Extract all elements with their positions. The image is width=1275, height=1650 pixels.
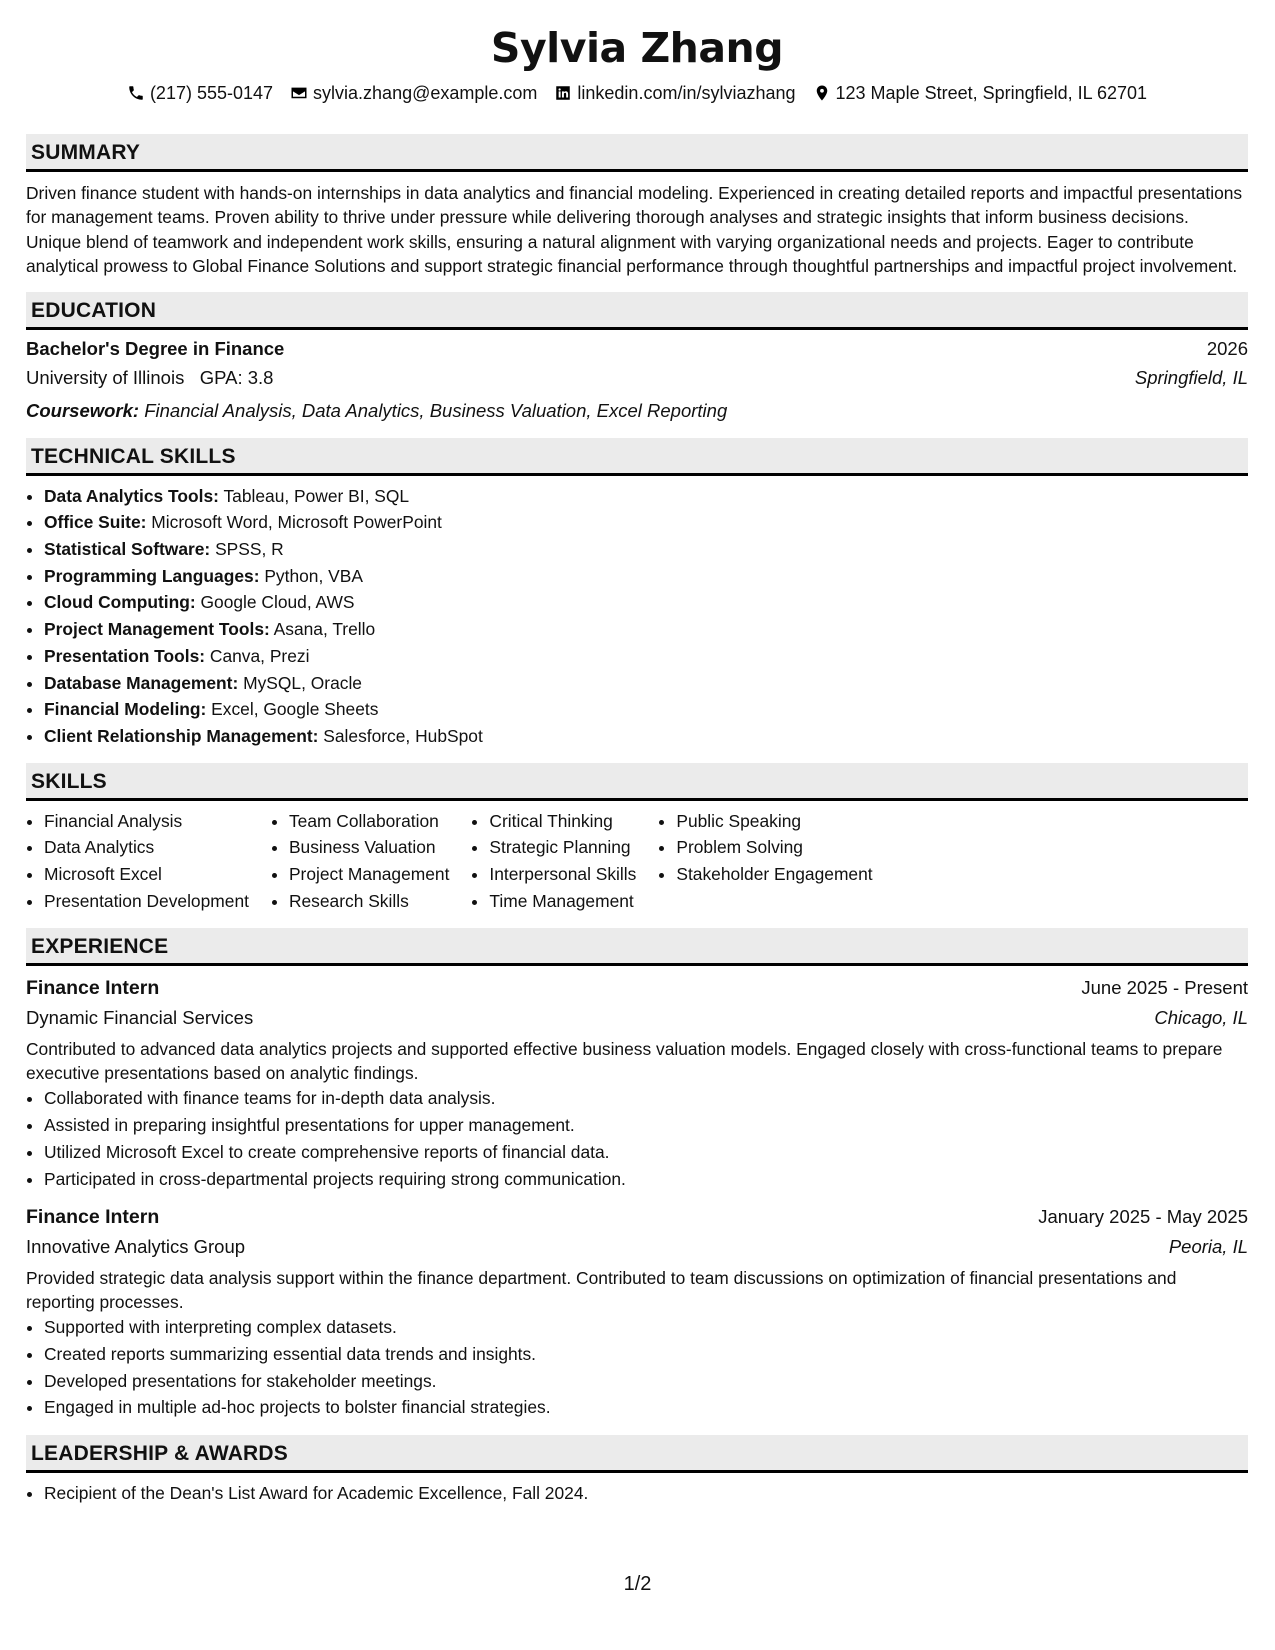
list-item: • Recipient of the Dean's List Award for Academic Excellence, Fall 2024. <box>44 1480 1248 1507</box>
job-role: Finance Intern <box>26 1206 160 1229</box>
list-item: • Supported with interpreting complex datasets. <box>44 1314 1248 1341</box>
skills-section <box>26 763 1248 915</box>
email-link[interactable]: sylvia.zhang@example.com <box>313 82 538 103</box>
list-item: • Business Valuation <box>289 834 449 861</box>
skill-category: Database Management: <box>44 672 239 693</box>
job-dates: June 2025 - Present <box>1081 977 1248 999</box>
technical-skills-heading: TECHNICAL SKILLS <box>26 438 1248 476</box>
list-item: • Collaborated with finance teams for in-depth data analysis. <box>44 1085 1248 1112</box>
skills-heading: SKILLS <box>26 763 1248 801</box>
list-item: • Data Analytics <box>44 834 249 861</box>
graduation-year: 2026 <box>1206 337 1248 359</box>
list-item: • Participated in cross-departmental projects requiring strong communication. <box>44 1166 1248 1193</box>
technical-skills-section <box>26 438 1248 750</box>
envelope-icon <box>290 84 308 102</box>
skill-values: Asana, Trello <box>273 619 376 640</box>
summary-heading: SUMMARY <box>26 134 1248 172</box>
experience-section <box>26 928 1248 1421</box>
skill-category: Office Suite: <box>44 512 147 533</box>
job-bullets <box>26 1085 1248 1192</box>
phone-text: (217) 555-0147 <box>149 82 274 103</box>
skill-category: Presentation Tools: <box>44 645 206 666</box>
skill-values: Python, VBA <box>264 565 363 586</box>
skills-column-2 <box>271 808 449 915</box>
summary-section <box>26 134 1248 279</box>
linkedin-icon <box>554 84 572 102</box>
education-school-row <box>26 367 1248 396</box>
list-item: • Critical Thinking <box>489 808 636 835</box>
list-item: • Interpersonal Skills <box>489 861 636 888</box>
skill-category: Financial Modeling: <box>44 699 207 720</box>
coursework-label: Coursework: <box>26 399 140 421</box>
job-entry-1 <box>26 972 1248 1192</box>
job-title-row <box>26 1201 1248 1232</box>
contact-phone <box>127 83 273 104</box>
list-item: • Problem Solving <box>676 834 872 861</box>
experience-heading: EXPERIENCE <box>26 928 1248 966</box>
skill-values: SPSS, R <box>215 539 284 560</box>
contact-linkedin[interactable] <box>554 83 795 104</box>
job-location: Peoria, IL <box>1168 1236 1248 1258</box>
resume-page <box>26 0 1248 1507</box>
job-bullets <box>26 1314 1248 1421</box>
school-name: University of Illinois <box>26 366 185 388</box>
phone-icon <box>127 84 145 102</box>
skill-values: Excel, Google Sheets <box>211 699 379 720</box>
skill-values: Google Cloud, AWS <box>200 592 355 613</box>
list-item <box>44 643 1248 670</box>
list-item: • Microsoft Excel <box>44 861 249 888</box>
contact-email[interactable] <box>290 83 537 104</box>
list-item <box>44 616 1248 643</box>
list-item: • Developed presentations for stakeholder meetings. <box>44 1368 1248 1395</box>
list-item: • Financial Analysis <box>44 808 249 835</box>
skill-values: Canva, Prezi <box>209 645 310 666</box>
list-item <box>44 563 1248 590</box>
page-number: 1/2 <box>623 1573 652 1595</box>
skill-category: Cloud Computing: <box>44 592 196 613</box>
list-item: • Public Speaking <box>676 808 872 835</box>
coursework-list: Financial Analysis, Data Analytics, Business Valuation, Excel Reporting <box>144 399 728 421</box>
job-title-row <box>26 972 1248 1003</box>
job-role: Finance Intern <box>26 977 160 1000</box>
skill-values: MySQL, Oracle <box>243 672 362 693</box>
list-item <box>44 536 1248 563</box>
contact-bar <box>26 80 1248 106</box>
address-text: 123 Maple Street, Springfield, IL 62701 <box>835 82 1148 103</box>
list-item: • Assisted in preparing insightful presentations for upper management. <box>44 1112 1248 1139</box>
education-heading: EDUCATION <box>26 292 1248 330</box>
coursework-row <box>26 396 1248 426</box>
skills-column-1 <box>26 808 249 915</box>
skill-category: Data Analytics Tools: <box>44 485 219 506</box>
gpa: GPA: 3.8 <box>199 366 274 388</box>
education-degree-row <box>26 338 1248 367</box>
map-pin-icon <box>813 84 831 102</box>
skills-column-3 <box>471 808 636 915</box>
list-item: • Project Management <box>289 861 449 888</box>
list-item: • Stakeholder Engagement <box>676 861 872 888</box>
school-info <box>26 367 273 389</box>
job-description: Contributed to advanced data analytics projects and supported effective business valuation models. Engaged closely with cross-functional teams to prepare executive presentations based on analytic findings. <box>26 1039 1223 1083</box>
list-item <box>44 696 1248 723</box>
list-item <box>44 670 1248 697</box>
skill-category: Project Management Tools: <box>44 619 270 640</box>
leadership-section <box>26 1435 1248 1507</box>
job-company: Dynamic Financial Services <box>26 1007 254 1029</box>
skill-category: Client Relationship Management: <box>44 725 319 746</box>
leadership-list <box>26 1480 1248 1507</box>
candidate-name: Sylvia Zhang <box>490 24 784 72</box>
list-item: • Created reports summarizing essential data trends and insights. <box>44 1341 1248 1368</box>
job-entry-2 <box>26 1201 1248 1421</box>
list-item: • Engaged in multiple ad-hoc projects to bolster financial strategies. <box>44 1394 1248 1421</box>
linkedin-link[interactable]: linkedin.com/in/sylviazhang <box>577 82 796 103</box>
skill-values: Salesforce, HubSpot <box>323 725 483 746</box>
job-company-row <box>26 1003 1248 1033</box>
job-company-row <box>26 1232 1248 1262</box>
list-item: • Research Skills <box>289 888 449 915</box>
education-section <box>26 292 1248 426</box>
list-item <box>44 483 1248 510</box>
contact-address <box>813 83 1148 104</box>
list-item: • Presentation Development <box>44 888 249 915</box>
technical-skills-list <box>26 483 1248 750</box>
skill-category: Statistical Software: <box>44 539 211 560</box>
skill-values: Microsoft Word, Microsoft PowerPoint <box>151 512 442 533</box>
list-item <box>44 589 1248 616</box>
list-item: • Time Management <box>489 888 636 915</box>
list-item: • Utilized Microsoft Excel to create comprehensive reports of financial data. <box>44 1139 1248 1166</box>
list-item: • Team Collaboration <box>289 808 449 835</box>
degree-title: Bachelor's Degree in Finance <box>26 337 285 359</box>
school-location: Springfield, IL <box>1134 366 1248 388</box>
skill-category: Programming Languages: <box>44 565 260 586</box>
summary-text: Driven finance student with hands-on internships in data analytics and financial modeling. Experienced in creating detailed reports and impactful presentations for management teams. Proven ability to thrive under pressure while delivering thorough analyses and strategic insights that inform business decisions. Unique blend of teamwork and independent work skills, ensuring a natural alignment with varying organizational needs and projects. Eager to contribute analytical prowess to Global Finance Solutions and support strategic financial performance through thoughtful partnerships and impactful project involvement. <box>26 183 1243 277</box>
job-dates: January 2025 - May 2025 <box>1038 1206 1248 1228</box>
skills-column-4 <box>658 808 872 915</box>
list-item <box>44 509 1248 536</box>
job-location: Chicago, IL <box>1154 1007 1248 1029</box>
skills-grid <box>26 808 1248 915</box>
job-description: Provided strategic data analysis support within the finance department. Contributed to team discussions on optimization of financial presentations and reporting processes. <box>26 1268 1177 1312</box>
skill-values: Tableau, Power BI, SQL <box>223 485 410 506</box>
list-item: • Strategic Planning <box>489 834 636 861</box>
list-item <box>44 723 1248 750</box>
job-company: Innovative Analytics Group <box>26 1236 246 1258</box>
leadership-heading: LEADERSHIP & AWARDS <box>26 1435 1248 1473</box>
